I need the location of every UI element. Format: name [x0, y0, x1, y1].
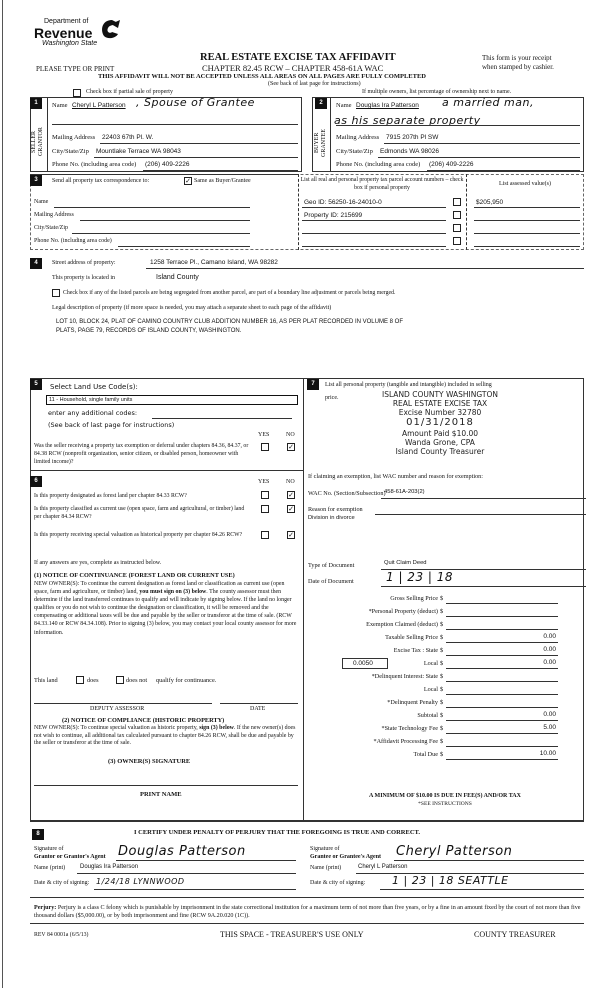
stamp-date: 01/31/2018 — [406, 417, 474, 428]
certify-statement: I CERTIFY UNDER PENALTY OF PERJURY THAT THE FOREGOING IS TRUE AND CORRECT. — [134, 829, 421, 836]
corr-phone-label: Phone No. (including area code) — [34, 238, 112, 244]
logo-line2: Revenue — [34, 25, 93, 41]
assessed-header: List assessed value(s) — [499, 181, 551, 187]
located-in-label: This property is located in — [52, 275, 115, 281]
parcel-3-personal-checkbox[interactable] — [453, 224, 461, 232]
exemption-claim-label: If claiming an exemption, list WAC number and reason for exemption: — [308, 473, 483, 480]
section-7-number: 7 — [307, 379, 319, 390]
reason-value[interactable]: Division in divorce — [308, 515, 355, 521]
section-6-number: 6 — [30, 476, 42, 487]
stamp-line3: Excise Number 32780 — [398, 408, 482, 417]
current-use-no-checkbox[interactable]: ✓ — [288, 505, 294, 513]
qualify-label: qualify for continuance. — [156, 677, 217, 684]
buyer-name-label: Name — [336, 102, 352, 109]
receipt-line1: This form is your receipt — [482, 54, 552, 62]
stamp-treasurer-name: Wanda Grone, CPA — [405, 438, 475, 447]
wac-value[interactable]: 458-61A-203(2) — [384, 489, 425, 495]
treasurer-stamp — [340, 390, 540, 456]
grantee-name-label: Name (print) — [310, 865, 342, 871]
assessor-date-line[interactable] — [220, 703, 298, 704]
parcel-4-personal-checkbox[interactable] — [453, 237, 461, 245]
price-label: price. — [325, 395, 339, 401]
doc-date-value[interactable]: 1 | 23 | 18 — [386, 570, 454, 584]
doc-date-label: Date of Document — [308, 578, 354, 585]
grantee-signature[interactable]: Cheryl Patterson — [396, 844, 513, 859]
grantor-name-label: Name (print) — [34, 865, 66, 871]
seller-city-label: City/State/Zip — [52, 148, 89, 155]
additional-codes-input[interactable] — [152, 418, 292, 419]
buyer-phone-label: Phone No. (including area code) — [336, 161, 421, 168]
grantor-date-label: Date & city of signing: — [34, 880, 90, 886]
section-5-number: 5 — [30, 379, 42, 390]
buyer-city-label: City/State/Zip — [336, 148, 373, 155]
seller-city-value[interactable]: Mountlake Terrace WA 98043 — [96, 148, 181, 155]
fee-label-delinquent-interest-local: Local — [423, 686, 438, 693]
parcel-header: List all real and personal property tax parcel account numbers – check box if personal property — [300, 177, 464, 191]
see-back-note: (See back of last page for instructions) — [268, 81, 361, 87]
qualify-does-not-checkbox[interactable] — [116, 676, 124, 684]
doc-type-value[interactable]: Quit Claim Deed — [384, 560, 427, 566]
buyer-mailing-value[interactable]: 7915 207th Pl SW — [386, 134, 439, 141]
personal-property-label: List all personal property (tangible and intangible) included in selling — [325, 382, 492, 388]
s5-yes-checkbox[interactable] — [261, 443, 269, 451]
seller-name-value[interactable]: Cheryl L Patterson — [72, 102, 126, 109]
fee-label-excise-state: Excise Tax : State — [393, 647, 438, 654]
fee-value-excise-state[interactable]: 0.00 — [543, 646, 556, 653]
corr-city-label: City/State/Zip — [34, 225, 68, 231]
reason-label: Reason for exemption — [308, 506, 363, 513]
local-rate-value: 0.0050 — [353, 660, 373, 667]
s6-question-historic: Is this property receiving special valuation as historical property per chapter 84.26 RCW? — [34, 532, 243, 538]
fee-value-total-due[interactable]: 10.00 — [539, 750, 556, 757]
assessor-date-label: DATE — [250, 706, 266, 712]
s5-no-checkbox[interactable]: ✓ — [288, 443, 294, 451]
land-use-select[interactable] — [46, 395, 298, 405]
form-title: REAL ESTATE EXCISE TAX AFFIDAVIT — [200, 52, 396, 63]
notice2-title: (2) NOTICE OF COMPLIANCE (HISTORIC PROPERTY) — [62, 717, 225, 724]
seller-mailing-value[interactable]: 22403 67th Pl. W. — [102, 134, 154, 141]
legal-description-line1[interactable]: LOT 10, BLOCK 24, PLAT OF CAMINO COUNTRY CLUB ADDITION NUMBER 16, AS PER PLAT RECORDED IN VOLUME 8 OF — [56, 319, 403, 325]
fee-label-delinquent-interest-state: *Delinquent Interest: State — [371, 673, 438, 680]
grantor-signature-label: Signature of Grantor or Grantor's Agent — [34, 846, 106, 860]
fee-label-personal: *Personal Property (deduct) — [368, 608, 438, 615]
partial-sale-label: Check box if partial sale of property — [86, 89, 173, 95]
multiple-owners-note: If multiple owners, list percentage of ownership next to name. — [362, 89, 512, 95]
land-use-value: 11 - Household, single family units — [49, 397, 133, 403]
exemption-question: Was the seller receiving a property tax exemption or deferral under chapters 84.36, 84.37, or 84.38 RCW (nonprofit organization, senior citizen, or disabled person, homeowner with limited income)? — [34, 443, 249, 465]
treasurer-use-only: THIS SPACE - TREASURER'S USE ONLY — [220, 930, 364, 939]
grantor-date-value[interactable]: 1/24/18 LYNNWOOD — [96, 877, 185, 886]
fee-label-gross: Gross Selling Price — [390, 595, 438, 602]
s5-yes-header: YES — [258, 432, 270, 438]
located-in-value[interactable]: Island County — [156, 274, 199, 281]
s6-question-current-use: Is this property classified as current use (open space, farm and agricultural, or timber) land per chapter 84.34 RCW? — [34, 506, 245, 520]
buyer-mailing-label: Mailing Address — [336, 134, 380, 141]
same-as-buyer-checkbox[interactable]: ✓ — [185, 177, 191, 185]
does-label: does — [87, 677, 99, 684]
fee-label-total-due: Total Due — [413, 751, 438, 758]
see-instructions-note: *SEE INSTRUCTIONS — [418, 801, 472, 807]
parcel-1-personal-checkbox[interactable] — [453, 198, 461, 206]
warning-banner: THIS AFFIDAVIT WILL NOT BE ACCEPTED UNLESS ALL AREAS ON ALL PAGES ARE FULLY COMPLETED — [98, 73, 426, 80]
fee-label-taxable: Taxable Selling Price — [385, 634, 438, 641]
dor-swirl-icon — [98, 18, 122, 40]
s6-no-header: NO — [286, 479, 295, 485]
parcel-id-2[interactable]: Property ID: 215699 — [304, 212, 363, 219]
fee-value-excise-local[interactable]: 0.00 — [543, 659, 556, 666]
section-1-number: 1 — [30, 98, 42, 109]
grantee-signature-label: Signature of Grantee or Grantee's Agent — [310, 846, 382, 860]
seller-grantor-label: SELLER GRANTOR — [31, 127, 44, 157]
current-use-yes-checkbox[interactable] — [261, 505, 269, 513]
s6-question-forest: Is this property designated as forest land per chapter 84.33 RCW? — [34, 493, 187, 499]
logo-line1: Department of — [44, 18, 89, 25]
please-type: PLEASE TYPE OR PRINT — [36, 65, 115, 73]
section-2-number: 2 — [315, 98, 327, 109]
doc-type-label: Type of Document — [308, 562, 355, 569]
seller-phone-value[interactable]: (206) 409-2226 — [145, 161, 190, 168]
deputy-assessor-label: DEPUTY ASSESSOR — [90, 706, 145, 712]
chapter-ref: CHAPTER 82.45 RCW – CHAPTER 458-61A WAC — [202, 63, 384, 73]
legal-description-label: Legal description of property (if more space is needed, you may attach a separate sheet to each page of the affidavit) — [52, 305, 332, 311]
county-treasurer: COUNTY TREASURER — [474, 930, 556, 939]
stamp-treasurer-title: Island County Treasurer — [395, 447, 485, 456]
logo-line3: Washington State — [42, 40, 98, 47]
deputy-assessor-line[interactable] — [34, 703, 212, 704]
same-as-buyer-label: Same as Buyer/Grantee — [194, 178, 251, 184]
street-address-value[interactable]: 1258 Terrace Pl., Camano Island, WA 98282 — [150, 259, 278, 266]
land-use-label: Select Land Use Code(s): — [50, 383, 138, 391]
perjury-notice: Perjury: Perjury is a class C felony which is punishable by imprisonment in the state correctional institution for a maximum term of not more than five years, or by a fine in an amount fixed by the court of not more than five thousand dollars ($5,000.00), or by both imprisonment and fine (RCW 9A.20.020 (1C)). — [34, 905, 581, 920]
does-not-label: does not — [126, 677, 148, 684]
section-8-number: 8 — [32, 829, 44, 840]
buyer-phone-value[interactable]: (206) 409-2226 — [429, 161, 474, 168]
buyer-name-value[interactable]: Douglas Ira Patterson — [356, 102, 419, 109]
seller-name-handwritten: , Spouse of Grantee — [136, 96, 255, 109]
minimum-due-notice: A MINIMUM OF $10.00 IS DUE IN FEE(S) AND/OR TAX — [369, 793, 521, 799]
s6-yes-header: YES — [258, 479, 270, 485]
historic-yes-checkbox[interactable] — [261, 531, 269, 539]
receipt-note — [482, 54, 554, 72]
fee-label-subtotal: Subtotal — [417, 712, 438, 719]
owner-signature-line[interactable] — [34, 785, 298, 786]
buyer-name-handwritten-2: as his separate property — [334, 114, 481, 127]
notice1-title: (1) NOTICE OF CONTINUANCE (FOREST LAND OR CURRENT USE) — [34, 572, 235, 579]
fee-label-exemption: Exemption Claimed (deduct) — [366, 621, 438, 628]
s5-no-header: NO — [286, 432, 295, 438]
grantee-date-value[interactable]: 1 | 23 | 18 SEATTLE — [392, 874, 509, 887]
seller-name-label: Name — [52, 102, 68, 109]
partial-sale-checkbox[interactable] — [73, 89, 81, 97]
receipt-line2: when stamped by cashier. — [482, 63, 554, 71]
grantor-signature[interactable]: Douglas Patterson — [118, 844, 246, 859]
grantee-date-label: Date & city of signing: — [310, 880, 366, 886]
forest-yes-checkbox[interactable] — [261, 491, 269, 499]
notice2-body: NEW OWNER(S): To continue special valuation as historic property, sign (3) below. If the new owner(s) does not wish to continue, all additional tax calculated pursuant to chapter 84.26 RCW, shall be due and payable by the seller or transferor at the time of sale. — [34, 725, 296, 747]
seller-mailing-label: Mailing Address — [52, 134, 96, 141]
wac-label: WAC No. (Section/Subsection) — [308, 490, 386, 497]
buyer-grantee-label: BUYER GRANTEE — [314, 129, 327, 157]
fee-value-subtotal[interactable]: 0.00 — [543, 711, 556, 718]
form-revision: REV 84 0001a (6/5/13) — [34, 932, 89, 938]
stamp-line1: ISLAND COUNTY WASHINGTON — [381, 390, 498, 399]
land-use-see-back: (See back of last page for instructions) — [48, 421, 175, 429]
fee-value-tech-fee[interactable]: 5.00 — [543, 724, 556, 731]
corr-mailing-label: Mailing Address — [34, 212, 74, 218]
fee-label-tech-fee: *State Technology Fee — [381, 725, 438, 732]
buyer-name-handwritten: a married man, — [442, 96, 534, 109]
owner-signature-label: (3) OWNER(S) SIGNATURE — [108, 758, 191, 765]
send-correspondence-label: Send all property tax correspondence to: — [52, 178, 150, 184]
if-yes-note: If any answers are yes, complete as instructed below. — [34, 560, 162, 566]
segregated-checkbox[interactable] — [52, 289, 60, 297]
print-name-label: PRINT NAME — [140, 791, 182, 798]
street-address-label: Street address of property: — [52, 260, 116, 266]
additional-codes-label: enter any additional codes: — [48, 409, 138, 417]
historic-no-checkbox[interactable]: ✓ — [288, 531, 294, 539]
stamp-line2: REAL ESTATE EXCISE TAX — [392, 399, 488, 408]
fee-label-processing-fee: *Affidavit Processing Fee — [373, 738, 438, 745]
parcel-2-personal-checkbox[interactable] — [453, 211, 461, 219]
page-edge — [2, 0, 3, 988]
notice1-body: NEW OWNER(S): To continue the current designation as forest land or classification as current use (open space, farm and agriculture, or timber) land, you must sign on (3) below. The county assessor must then determine if the land transferred continues to qualify and will indicate by signing below. If the land no longer qualifies or you do not wish to continue the designation or classification, it will be removed and the compensating or additional taxes will be due and payable by the seller or transferor at the time of sale. (RCW 84.33.140 or RCW 84.34.108). Prior to signing (3) below, you may contact your local county assessor for more information. — [34, 581, 297, 636]
stamp-amount: Amount Paid $10.00 — [401, 429, 479, 438]
seller-phone-label: Phone No. (including area code) — [52, 161, 137, 168]
buyer-city-value[interactable]: Edmonds WA 98026 — [380, 148, 440, 155]
section-3-number: 3 — [30, 175, 42, 186]
grantor-name-value[interactable]: Douglas Ira Patterson — [80, 864, 139, 870]
segregated-label: Check box if any of the listed parcels are being segregated from another parcel, are part of a boundary line adjustment or parcels being merged. — [63, 290, 396, 296]
legal-description-line2[interactable]: PLATS, PAGE 79, RECORDS OF ISLAND COUNTY, WASHINGTON. — [56, 328, 242, 334]
fee-value-taxable[interactable]: 0.00 — [543, 633, 556, 640]
forest-no-checkbox[interactable]: ✓ — [288, 491, 294, 499]
parcel-1-assessed[interactable]: $205,950 — [476, 199, 504, 206]
corr-name-label: Name — [34, 199, 49, 205]
this-land-label: This land — [34, 677, 58, 684]
fee-label-excise-local: Local — [423, 660, 438, 667]
parcel-id-1[interactable]: Geo ID: 56250-16-24010-0 — [304, 199, 382, 206]
dor-logo — [34, 18, 124, 52]
qualify-does-checkbox[interactable] — [76, 676, 84, 684]
fee-label-delinquent-penalty: *Delinquent Penalty — [387, 699, 438, 706]
grantee-name-value[interactable]: Cheryl L Patterson — [358, 864, 408, 870]
section-4-number: 4 — [30, 258, 42, 269]
